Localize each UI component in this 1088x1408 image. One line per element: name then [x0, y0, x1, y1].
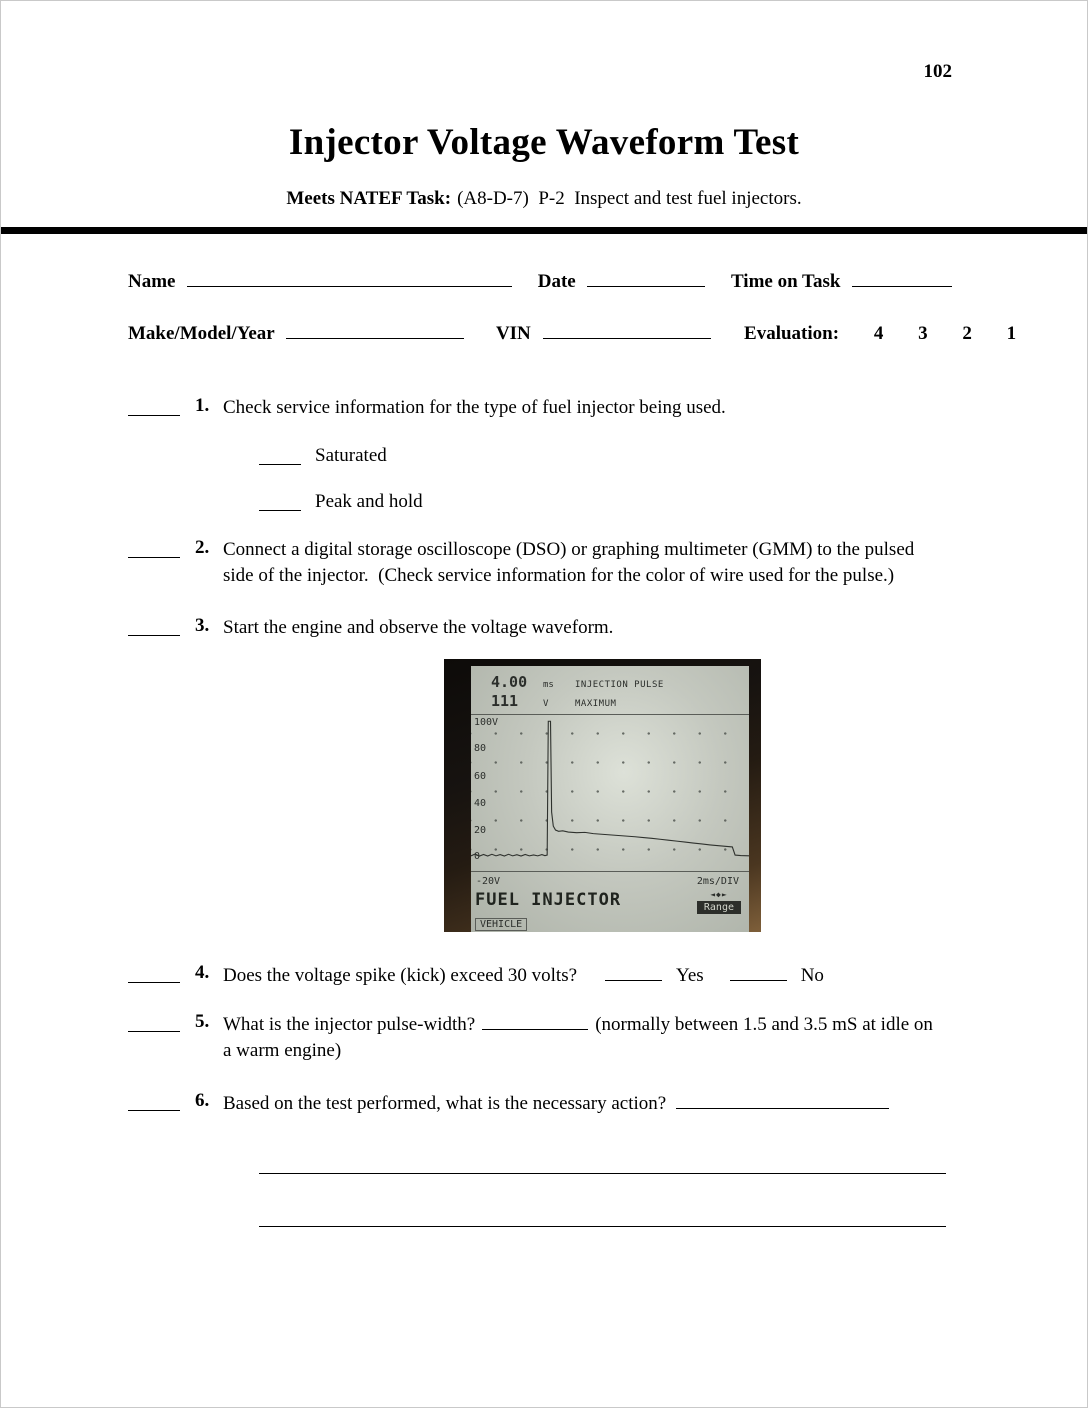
- necessary-action-blank: [676, 1090, 889, 1109]
- y-axis-label: 60: [474, 770, 487, 782]
- date-blank: [587, 268, 705, 287]
- option-label: Peak and hold: [315, 491, 423, 513]
- no-label: No: [800, 965, 824, 987]
- pulse-width-unit: ms: [543, 680, 554, 691]
- yes-blank: [605, 962, 662, 981]
- form-row-identity: [128, 268, 944, 293]
- option-label: Saturated: [315, 445, 387, 467]
- pulse-width-answer-blank: [482, 1011, 588, 1030]
- injector-waveform: [471, 715, 749, 872]
- max-voltage-value: 111: [491, 691, 519, 710]
- pulse-width-label: INJECTION PULSE: [575, 680, 664, 691]
- oscilloscope-photo: [444, 659, 761, 932]
- page-number: 102: [923, 61, 952, 82]
- answer-line: [259, 1226, 946, 1227]
- no-blank: [730, 962, 787, 981]
- evaluation-score-2: 2: [962, 323, 972, 344]
- task-item-3: [128, 615, 944, 641]
- vehicle-softkey: VEHICLE: [475, 918, 527, 931]
- scope-screen: [471, 666, 749, 932]
- item-number: 4.: [195, 962, 210, 984]
- response-blank: [128, 395, 180, 416]
- vin-label: VIN: [495, 323, 531, 344]
- item-text: Connect a digital storage oscilloscope (DSO) or graphing multimeter (GMM) to the pulsed side of the injector. (Check service information for the color of wire used for the pulse.): [223, 539, 919, 587]
- option-blank: [259, 491, 301, 511]
- date-label: Date: [537, 271, 576, 292]
- option-blank: [259, 445, 301, 465]
- natef-task-line: [1, 188, 1087, 210]
- answer-line: [259, 1173, 946, 1174]
- response-blank: [128, 962, 180, 983]
- y-axis-min-label: -20V: [476, 876, 501, 888]
- natef-task-label: Meets NATEF Task:: [286, 188, 452, 209]
- name-label: Name: [128, 271, 176, 292]
- time-on-task-blank: [852, 268, 952, 287]
- item-text: Check service information for the type of fuel injector being used.: [223, 397, 726, 418]
- time-on-task-label: Time on Task: [730, 271, 841, 292]
- item-text: [223, 1090, 944, 1117]
- range-arrows-icon: ◄◆►: [710, 890, 728, 900]
- range-softkey: Range: [697, 901, 741, 914]
- y-axis-label: 0: [474, 851, 481, 863]
- item-text: Start the engine and observe the voltage waveform.: [223, 617, 614, 639]
- question-text: What is the injector pulse-width?: [223, 1014, 476, 1036]
- y-axis-label: 20: [474, 825, 487, 837]
- question-text: Based on the test performed, what is the necessary action?: [223, 1093, 667, 1115]
- response-blank: [128, 537, 180, 558]
- option-peak-and-hold: [259, 491, 944, 513]
- scope-titles: [475, 890, 621, 932]
- evaluation-score-3: 3: [918, 323, 928, 344]
- yes-label: Yes: [676, 965, 704, 987]
- scope-footer: [471, 890, 749, 932]
- pulse-width-value: 4.00: [491, 673, 528, 692]
- divider-rule: [1, 227, 1087, 234]
- item-number: 6.: [195, 1090, 210, 1112]
- item-number: 5.: [195, 1011, 210, 1033]
- make-model-year-blank: [286, 320, 464, 339]
- max-voltage-label: MAXIMUM: [575, 698, 617, 709]
- option-saturated: [259, 445, 944, 467]
- y-axis-label: 100V: [474, 716, 499, 728]
- question-note: (normally between 1.5 and 3.5 mS at idle on a warm engine): [223, 1014, 938, 1062]
- natef-task-text: (A8-D-7) P-2 Inspect and test fuel injectors.: [457, 188, 802, 209]
- item-number: 3.: [195, 615, 210, 637]
- max-voltage-readout: [491, 692, 745, 711]
- task-item-2: [128, 537, 944, 589]
- evaluation-score-4: 4: [873, 323, 884, 344]
- scope-readouts: [471, 666, 749, 715]
- form-row-vehicle: [128, 320, 1017, 345]
- waveform-plot: [471, 715, 749, 873]
- response-blank: [128, 615, 180, 636]
- task-item-1: [128, 395, 944, 421]
- y-axis-label: 80: [474, 743, 487, 755]
- evaluation-label: Evaluation:: [744, 323, 840, 344]
- response-blank: [128, 1011, 180, 1032]
- vin-blank: [543, 320, 711, 339]
- item-number: 1.: [195, 395, 210, 416]
- pulse-width-readout: [491, 673, 745, 692]
- range-control: [697, 890, 741, 914]
- make-model-year-label: Make/Model/Year: [128, 323, 275, 344]
- max-voltage-unit: V: [543, 698, 549, 709]
- item-text: [223, 962, 944, 989]
- response-blank: [128, 1090, 180, 1111]
- question-text: Does the voltage spike (kick) exceed 30 volts?: [223, 965, 578, 987]
- task-item-5: [128, 1011, 944, 1064]
- scope-screen-title: FUEL INJECTOR: [475, 890, 622, 911]
- y-axis-label: 40: [474, 798, 487, 810]
- evaluation-score-1: 1: [1006, 323, 1017, 344]
- worksheet-body: [1, 268, 1087, 1227]
- page-title: Injector Voltage Waveform Test: [288, 122, 800, 163]
- task-item-6: [128, 1090, 944, 1117]
- item-text: [223, 1011, 944, 1064]
- task-item-4: [128, 962, 944, 989]
- name-blank: [187, 268, 512, 287]
- item-number: 2.: [195, 537, 210, 559]
- time-div-label: 2ms/DIV: [696, 876, 739, 888]
- scope-axis-bottom: [471, 872, 749, 890]
